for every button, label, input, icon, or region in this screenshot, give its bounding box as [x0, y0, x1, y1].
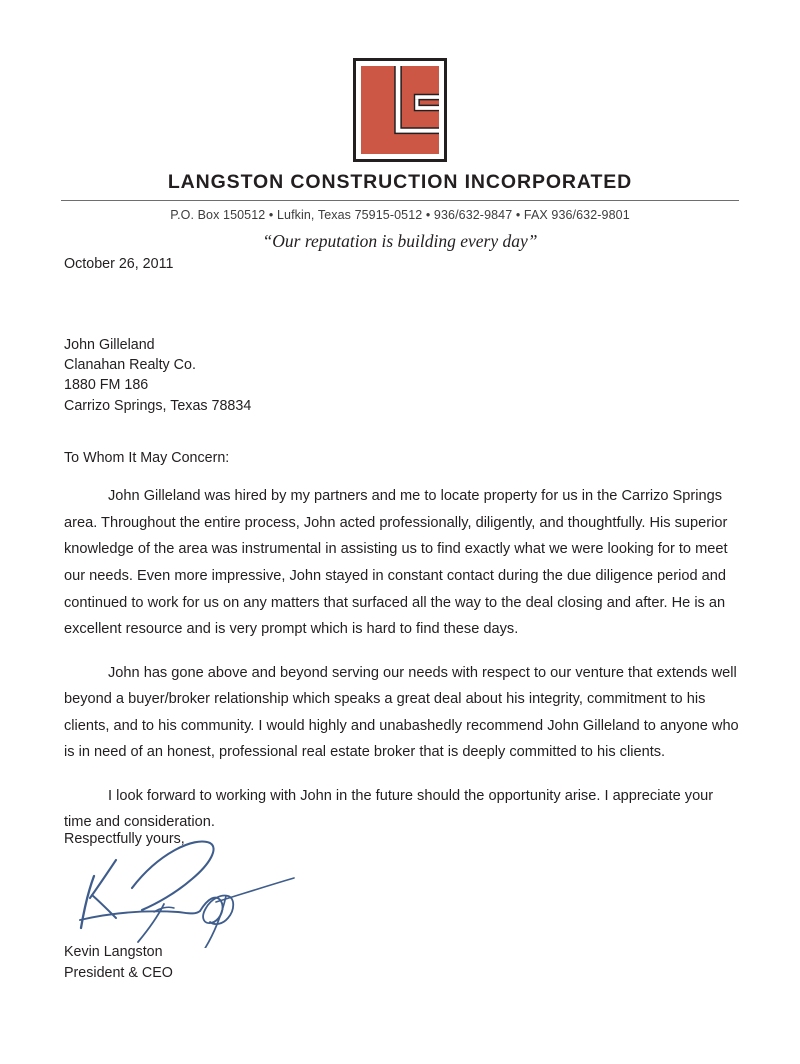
body-paragraph-2: John has gone above and beyond serving our needs with respect to our venture that extends well beyond a buyer/broker relationship which speaks a great deal about his integrity, commitment to his clients, and to his community. I would highly and unabashedly recommend John Gilleland to anyone who is in need of an honest, professional real estate broker that is deeply committed to his clients.	[64, 664, 739, 761]
signer-name: Kevin Langston	[64, 944, 163, 960]
contact-line: P.O. Box 150512 • Lufkin, Texas 75915-0512 • 936/632-9847 • FAX 936/632-9801	[170, 208, 630, 222]
lc-letterforms-icon	[361, 66, 439, 154]
letterhead	[0, 0, 800, 252]
recipient-name: John Gilleland	[64, 336, 155, 353]
closing-salutation: Respectfully yours,	[64, 831, 185, 847]
recipient-city-state-zip: Carrizo Springs, Texas 78834	[64, 397, 252, 414]
body-paragraph-3: I look forward to working with John in the future should the opportunity arise. I appreciate your time and consideration.	[64, 787, 714, 831]
letterhead-divider	[61, 200, 739, 201]
recipient-street: 1880 FM 186	[64, 377, 149, 394]
recipient-company: Clanahan Realty Co.	[64, 357, 196, 374]
signer-title: President & CEO	[64, 964, 173, 981]
salutation: To Whom It May Concern:	[64, 450, 230, 467]
recipient-address-block	[64, 335, 746, 417]
logo-inner-field	[361, 66, 439, 154]
handwritten-signature	[58, 838, 308, 948]
logo-container	[0, 0, 800, 162]
company-tagline: “Our reputation is building every day”	[262, 231, 538, 251]
company-name: LANGSTON CONSTRUCTION INCORPORATED	[167, 171, 633, 193]
body-paragraph-1: John Gilleland was hired by my partners and me to locate property for us in the Carrizo Springs area. Throughout the entire process, John acted professionally, diligently, and thoughtfully. His superior knowledge of the area was instrumental in assisting us to find exactly what we were looking for to meet our needs. Even more impressive, John stayed in constant contact during the due diligence period and continued to work for us on any matters that surfaced all the way to the deal closing and after. He is an excellent resource and is very prompt which is hard to find these days.	[64, 488, 728, 638]
letter-date: October 26, 2011	[64, 256, 174, 272]
langston-lc-monogram-logo	[353, 58, 447, 162]
letter-body	[64, 255, 746, 836]
signature-block	[64, 942, 173, 983]
